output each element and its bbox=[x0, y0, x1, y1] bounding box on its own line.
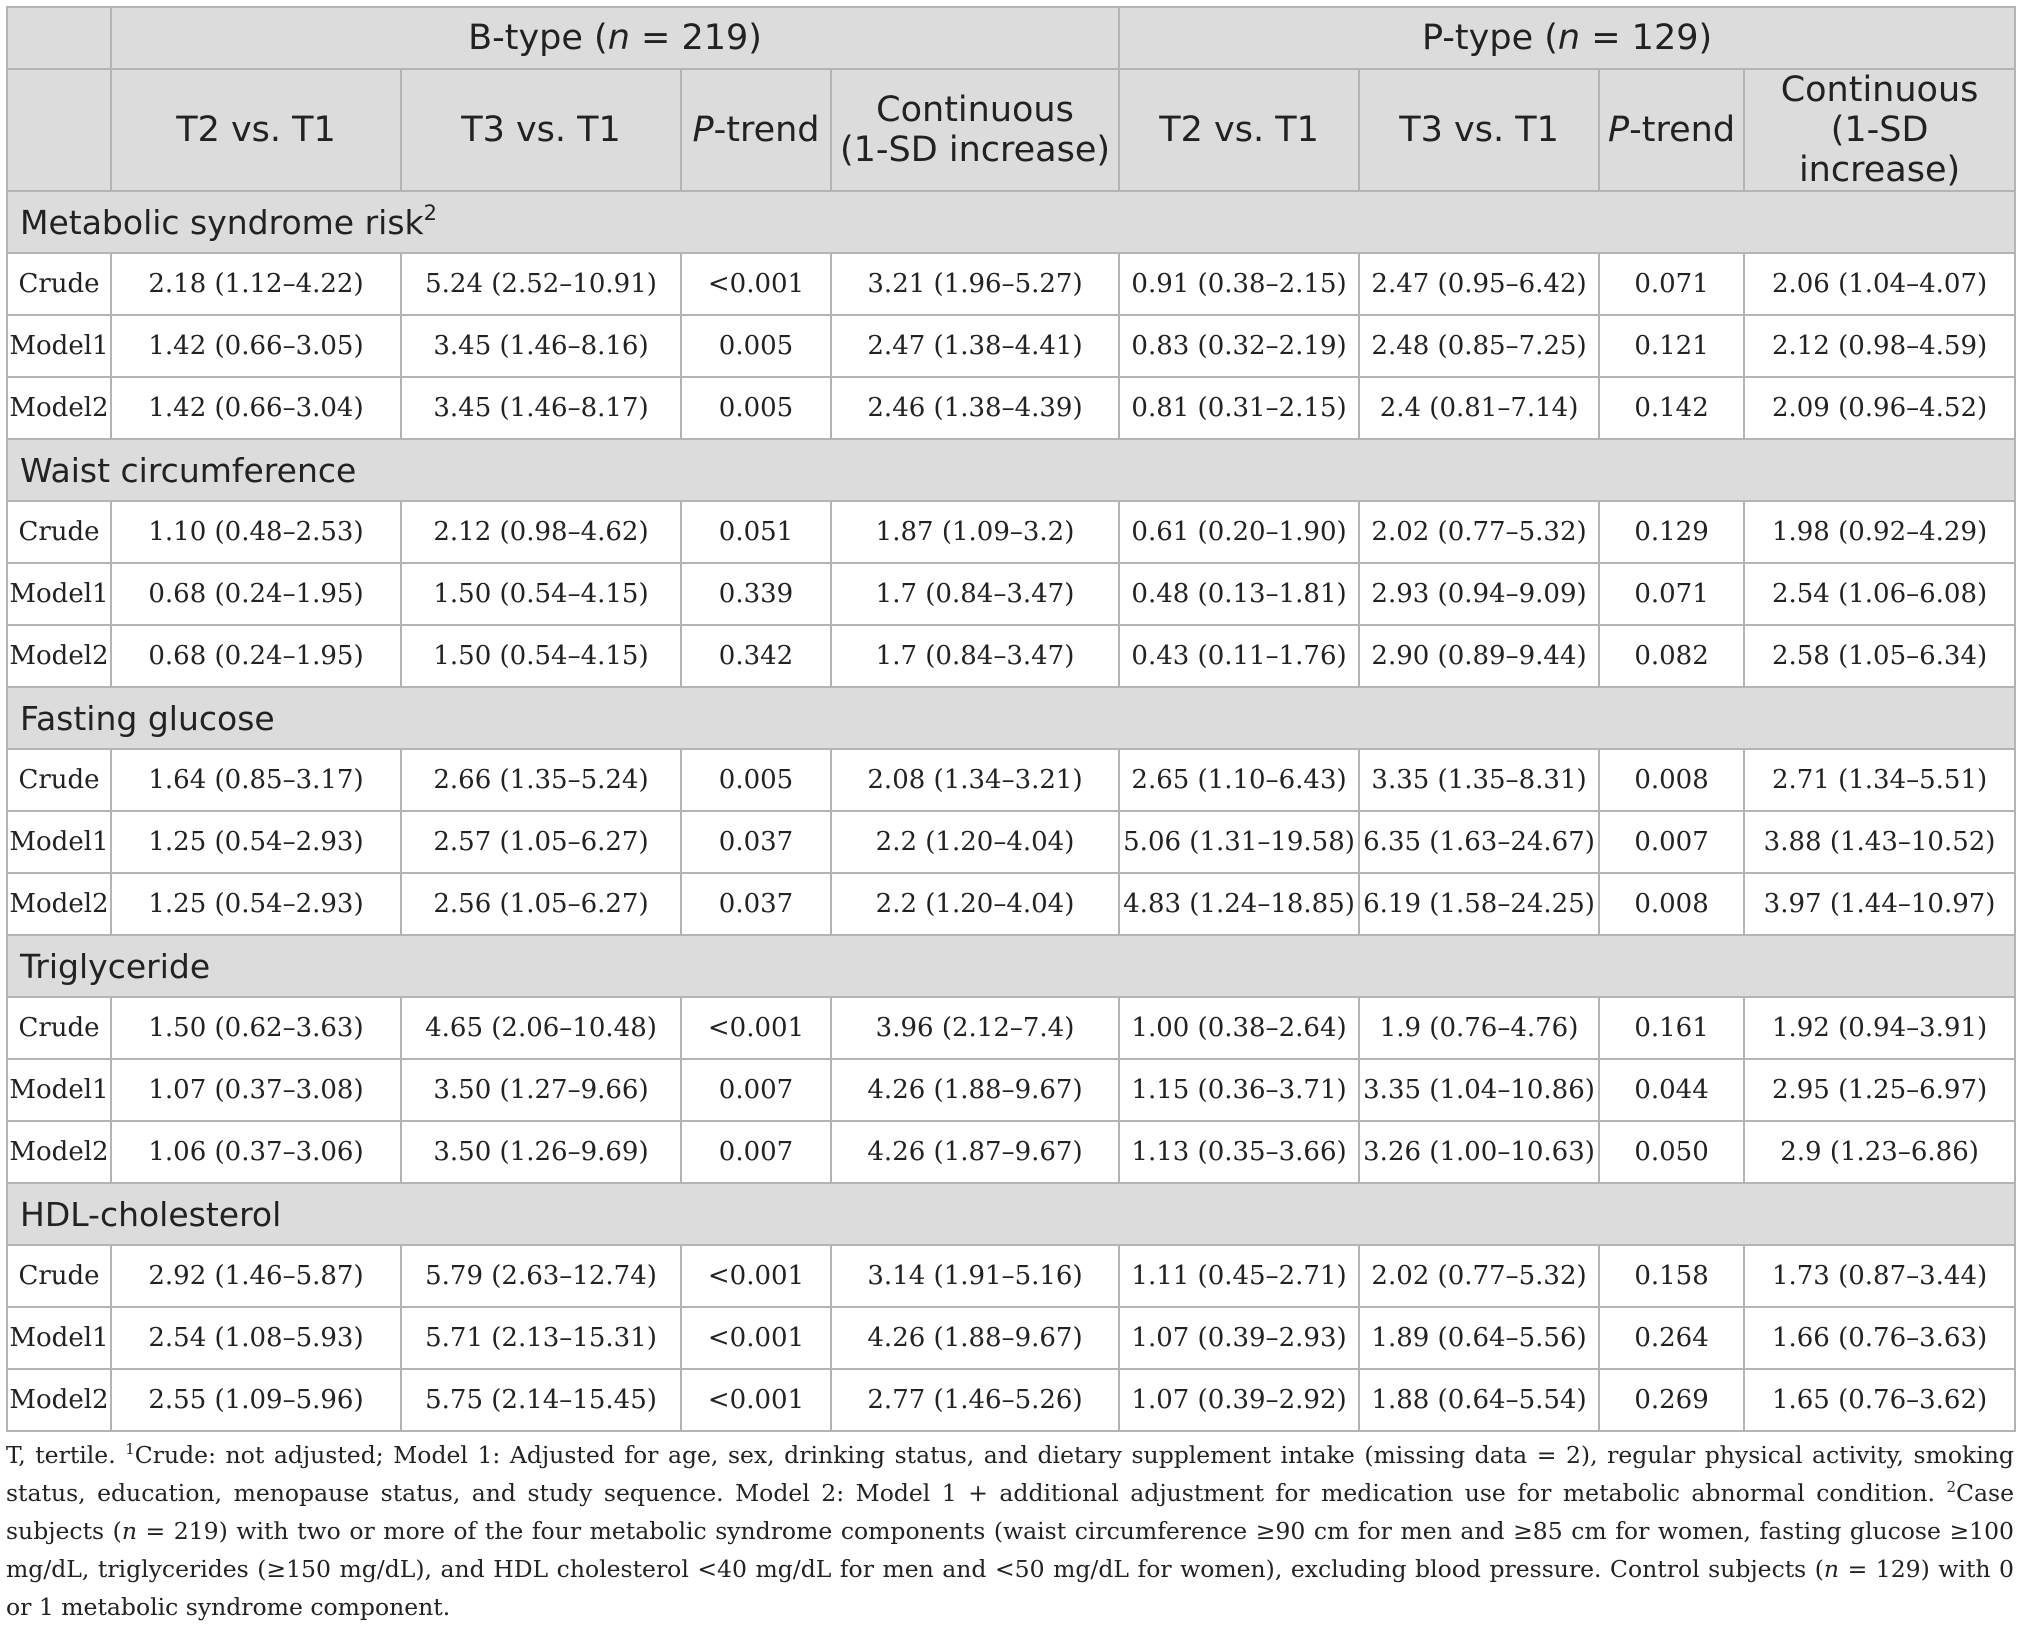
cell-b-t3: 3.50 (1.27–9.66) bbox=[401, 1059, 681, 1121]
row-label: Model2 bbox=[7, 873, 111, 935]
row-label: Model1 bbox=[7, 1059, 111, 1121]
cell-p-ptrend: 0.082 bbox=[1599, 625, 1744, 687]
cell-p-t3: 6.19 (1.58–24.25) bbox=[1359, 873, 1599, 935]
cell-b-t2: 1.25 (0.54–2.93) bbox=[111, 873, 401, 935]
table-row bbox=[7, 997, 2015, 1059]
table-row bbox=[7, 1369, 2015, 1431]
cell-b-t2: 1.42 (0.66–3.04) bbox=[111, 377, 401, 439]
column-header-b-t3: T3 vs. T1 bbox=[401, 69, 681, 191]
cell-p-ptrend: 0.161 bbox=[1599, 997, 1744, 1059]
cell-b-ptrend: <0.001 bbox=[681, 1245, 831, 1307]
cell-b-t2: 2.18 (1.12–4.22) bbox=[111, 253, 401, 315]
cell-b-t2: 1.10 (0.48–2.53) bbox=[111, 501, 401, 563]
cell-p-ptrend: 0.008 bbox=[1599, 873, 1744, 935]
table-row bbox=[7, 1059, 2015, 1121]
cell-p-ptrend: 0.008 bbox=[1599, 749, 1744, 811]
table-row bbox=[7, 377, 2015, 439]
cell-b-t3: 5.71 (2.13–15.31) bbox=[401, 1307, 681, 1369]
cell-b-t3: 1.50 (0.54–4.15) bbox=[401, 563, 681, 625]
cell-p-ptrend: 0.007 bbox=[1599, 811, 1744, 873]
cell-b-continuous: 1.7 (0.84–3.47) bbox=[831, 625, 1119, 687]
cell-p-t2: 4.83 (1.24–18.85) bbox=[1119, 873, 1359, 935]
cell-b-t3: 4.65 (2.06–10.48) bbox=[401, 997, 681, 1059]
row-label: Model1 bbox=[7, 563, 111, 625]
cell-b-t2: 0.68 (0.24–1.95) bbox=[111, 625, 401, 687]
cell-b-t2: 2.55 (1.09–5.96) bbox=[111, 1369, 401, 1431]
results-table bbox=[6, 6, 2016, 1432]
cell-p-t2: 0.81 (0.31–2.15) bbox=[1119, 377, 1359, 439]
cell-p-t2: 1.11 (0.45–2.71) bbox=[1119, 1245, 1359, 1307]
cell-b-t2: 1.50 (0.62–3.63) bbox=[111, 997, 401, 1059]
cell-p-continuous: 1.92 (0.94–3.91) bbox=[1744, 997, 2015, 1059]
section-title-footnote-mark: 2 bbox=[423, 200, 438, 225]
section-header-row bbox=[7, 191, 2015, 253]
cell-b-t3: 5.24 (2.52–10.91) bbox=[401, 253, 681, 315]
cell-b-ptrend: 0.342 bbox=[681, 625, 831, 687]
cell-b-ptrend: 0.051 bbox=[681, 501, 831, 563]
cell-p-t3: 3.26 (1.00–10.63) bbox=[1359, 1121, 1599, 1183]
row-label: Crude bbox=[7, 1245, 111, 1307]
cell-p-t2: 5.06 (1.31–19.58) bbox=[1119, 811, 1359, 873]
cell-p-continuous: 1.73 (0.87–3.44) bbox=[1744, 1245, 2015, 1307]
section-title-text: Metabolic syndrome risk bbox=[20, 202, 424, 242]
table-row bbox=[7, 253, 2015, 315]
cell-b-continuous: 3.21 (1.96–5.27) bbox=[831, 253, 1119, 315]
cell-b-t2: 1.07 (0.37–3.08) bbox=[111, 1059, 401, 1121]
cell-b-t2: 2.54 (1.08–5.93) bbox=[111, 1307, 401, 1369]
cell-p-t3: 3.35 (1.04–10.86) bbox=[1359, 1059, 1599, 1121]
cell-b-ptrend: 0.339 bbox=[681, 563, 831, 625]
column-header-p-ptrend: P-trend bbox=[1599, 69, 1744, 191]
row-label: Model1 bbox=[7, 315, 111, 377]
row-label: Model1 bbox=[7, 1307, 111, 1369]
row-label: Crude bbox=[7, 253, 111, 315]
cell-p-t2: 0.61 (0.20–1.90) bbox=[1119, 501, 1359, 563]
cell-p-continuous: 2.71 (1.34–5.51) bbox=[1744, 749, 2015, 811]
row-label: Crude bbox=[7, 749, 111, 811]
section-header-row bbox=[7, 935, 2015, 997]
cell-p-t2: 1.07 (0.39–2.92) bbox=[1119, 1369, 1359, 1431]
cell-b-continuous: 4.26 (1.88–9.67) bbox=[831, 1059, 1119, 1121]
section-title-text: Triglyceride bbox=[20, 946, 211, 986]
table-row bbox=[7, 563, 2015, 625]
column-header-b-ptrend: P-trend bbox=[681, 69, 831, 191]
cell-b-t3: 3.45 (1.46–8.16) bbox=[401, 315, 681, 377]
section-title-text: Waist circumference bbox=[20, 450, 357, 490]
row-label: Crude bbox=[7, 997, 111, 1059]
cell-b-ptrend: 0.007 bbox=[681, 1059, 831, 1121]
cell-b-t2: 2.92 (1.46–5.87) bbox=[111, 1245, 401, 1307]
cell-p-continuous: 1.98 (0.92–4.29) bbox=[1744, 501, 2015, 563]
cell-p-t3: 6.35 (1.63–24.67) bbox=[1359, 811, 1599, 873]
cell-b-continuous: 1.7 (0.84–3.47) bbox=[831, 563, 1119, 625]
cell-p-continuous: 2.06 (1.04–4.07) bbox=[1744, 253, 2015, 315]
cell-p-t3: 1.88 (0.64–5.54) bbox=[1359, 1369, 1599, 1431]
cell-b-t2: 0.68 (0.24–1.95) bbox=[111, 563, 401, 625]
cell-p-ptrend: 0.121 bbox=[1599, 315, 1744, 377]
row-label: Model2 bbox=[7, 1121, 111, 1183]
table-row bbox=[7, 501, 2015, 563]
cell-b-ptrend: <0.001 bbox=[681, 253, 831, 315]
section-title bbox=[7, 1183, 2015, 1245]
cell-p-continuous: 1.66 (0.76–3.63) bbox=[1744, 1307, 2015, 1369]
row-label: Model2 bbox=[7, 625, 111, 687]
section-title-text: HDL-cholesterol bbox=[20, 1194, 282, 1234]
cell-b-t3: 2.66 (1.35–5.24) bbox=[401, 749, 681, 811]
cell-b-ptrend: 0.037 bbox=[681, 811, 831, 873]
cell-p-continuous: 3.88 (1.43–10.52) bbox=[1744, 811, 2015, 873]
cell-p-t2: 1.07 (0.39–2.93) bbox=[1119, 1307, 1359, 1369]
cell-p-continuous: 2.12 (0.98–4.59) bbox=[1744, 315, 2015, 377]
cell-b-ptrend: 0.037 bbox=[681, 873, 831, 935]
group-header-row bbox=[7, 7, 2015, 69]
cell-b-continuous: 3.14 (1.91–5.16) bbox=[831, 1245, 1119, 1307]
cell-b-ptrend: 0.005 bbox=[681, 377, 831, 439]
section-header-row bbox=[7, 439, 2015, 501]
cell-p-t3: 3.35 (1.35–8.31) bbox=[1359, 749, 1599, 811]
cell-b-ptrend: 0.005 bbox=[681, 749, 831, 811]
table-row bbox=[7, 873, 2015, 935]
column-header-p-continuous: Continuous (1-SD increase) bbox=[1744, 69, 2015, 191]
cell-b-continuous: 1.87 (1.09–3.2) bbox=[831, 501, 1119, 563]
cell-b-t2: 1.25 (0.54–2.93) bbox=[111, 811, 401, 873]
cell-b-t3: 5.79 (2.63–12.74) bbox=[401, 1245, 681, 1307]
cell-b-continuous: 2.46 (1.38–4.39) bbox=[831, 377, 1119, 439]
row-label: Model2 bbox=[7, 1369, 111, 1431]
column-header-b-t2: T2 vs. T1 bbox=[111, 69, 401, 191]
cell-p-ptrend: 0.071 bbox=[1599, 563, 1744, 625]
section-title bbox=[7, 191, 2015, 253]
cell-b-t2: 1.64 (0.85–3.17) bbox=[111, 749, 401, 811]
cell-p-t2: 0.83 (0.32–2.19) bbox=[1119, 315, 1359, 377]
cell-p-continuous: 2.95 (1.25–6.97) bbox=[1744, 1059, 2015, 1121]
column-header-p-t3: T3 vs. T1 bbox=[1359, 69, 1599, 191]
row-label: Crude bbox=[7, 501, 111, 563]
cell-p-t2: 0.48 (0.13–1.81) bbox=[1119, 563, 1359, 625]
cell-b-t3: 3.50 (1.26–9.69) bbox=[401, 1121, 681, 1183]
table-row bbox=[7, 1307, 2015, 1369]
table-row bbox=[7, 1245, 2015, 1307]
cell-p-continuous: 2.09 (0.96–4.52) bbox=[1744, 377, 2015, 439]
section-title-text: Fasting glucose bbox=[20, 698, 275, 738]
table-footnote: T, tertile. $^1$Crude: not adjusted; Model 1: Adjusted for age, sex, drinking status, and dietary supplement intake (missing data = 2), regular physical activity, smoking status, education, menopause status, and study sequence. Model 2: Model 1 + additional adjustment for medication use for metabolic abnormal condition. $^2$Case subjects (n = 219) with two or more of the four metabolic syndrome components (waist circumference ≥90 cm for men and ≥85 cm for women, fasting glucose ≥100 mg/dL, triglycerides (≥150 mg/dL), and HDL cholesterol <40 mg/dL for men and <50 mg/dL for women), excluding blood pressure. Control subjects (n = 129) with 0 or 1 metabolic syndrome component. bbox=[6, 1440, 2014, 1621]
cell-b-continuous: 2.47 (1.38–4.41) bbox=[831, 315, 1119, 377]
cell-p-t3: 2.93 (0.94–9.09) bbox=[1359, 563, 1599, 625]
cell-p-ptrend: 0.158 bbox=[1599, 1245, 1744, 1307]
table-row bbox=[7, 811, 2015, 873]
cell-b-t3: 3.45 (1.46–8.17) bbox=[401, 377, 681, 439]
cell-b-continuous: 4.26 (1.88–9.67) bbox=[831, 1307, 1119, 1369]
section-title bbox=[7, 687, 2015, 749]
cell-p-t3: 2.47 (0.95–6.42) bbox=[1359, 253, 1599, 315]
section-header-row bbox=[7, 1183, 2015, 1245]
cell-p-continuous: 3.97 (1.44–10.97) bbox=[1744, 873, 2015, 935]
table-row bbox=[7, 625, 2015, 687]
table-body bbox=[7, 191, 2015, 1431]
cell-p-t2: 0.43 (0.11–1.76) bbox=[1119, 625, 1359, 687]
cell-b-t3: 2.12 (0.98–4.62) bbox=[401, 501, 681, 563]
cell-b-t2: 1.42 (0.66–3.05) bbox=[111, 315, 401, 377]
column-header-row bbox=[7, 69, 2015, 191]
corner-cell bbox=[7, 7, 111, 69]
cell-p-continuous: 1.65 (0.76–3.62) bbox=[1744, 1369, 2015, 1431]
cell-p-t3: 2.02 (0.77–5.32) bbox=[1359, 501, 1599, 563]
cell-p-ptrend: 0.142 bbox=[1599, 377, 1744, 439]
table-row bbox=[7, 315, 2015, 377]
cell-p-t2: 1.13 (0.35–3.66) bbox=[1119, 1121, 1359, 1183]
cell-p-ptrend: 0.264 bbox=[1599, 1307, 1744, 1369]
section-title bbox=[7, 935, 2015, 997]
row-label-header bbox=[7, 69, 111, 191]
cell-p-t3: 1.9 (0.76–4.76) bbox=[1359, 997, 1599, 1059]
row-label: Model1 bbox=[7, 811, 111, 873]
cell-b-continuous: 4.26 (1.87–9.67) bbox=[831, 1121, 1119, 1183]
cell-b-ptrend: 0.007 bbox=[681, 1121, 831, 1183]
cell-b-t3: 2.57 (1.05–6.27) bbox=[401, 811, 681, 873]
cell-p-t3: 1.89 (0.64–5.56) bbox=[1359, 1307, 1599, 1369]
group-header-b-type: B-type (n = 219) bbox=[111, 7, 1119, 69]
cell-p-t3: 2.48 (0.85–7.25) bbox=[1359, 315, 1599, 377]
cell-p-ptrend: 0.071 bbox=[1599, 253, 1744, 315]
cell-p-continuous: 2.58 (1.05–6.34) bbox=[1744, 625, 2015, 687]
cell-p-t2: 1.00 (0.38–2.64) bbox=[1119, 997, 1359, 1059]
table-row bbox=[7, 749, 2015, 811]
cell-p-ptrend: 0.129 bbox=[1599, 501, 1744, 563]
column-header-b-continuous: Continuous (1-SD increase) bbox=[831, 69, 1119, 191]
cell-p-t2: 0.91 (0.38–2.15) bbox=[1119, 253, 1359, 315]
cell-p-ptrend: 0.044 bbox=[1599, 1059, 1744, 1121]
section-header-row bbox=[7, 687, 2015, 749]
cell-b-ptrend: 0.005 bbox=[681, 315, 831, 377]
cell-p-t2: 1.15 (0.36–3.71) bbox=[1119, 1059, 1359, 1121]
cell-p-t2: 2.65 (1.10–6.43) bbox=[1119, 749, 1359, 811]
section-title bbox=[7, 439, 2015, 501]
table-row bbox=[7, 1121, 2015, 1183]
cell-b-t2: 1.06 (0.37–3.06) bbox=[111, 1121, 401, 1183]
cell-b-t3: 2.56 (1.05–6.27) bbox=[401, 873, 681, 935]
cell-p-continuous: 2.9 (1.23–6.86) bbox=[1744, 1121, 2015, 1183]
cell-b-ptrend: <0.001 bbox=[681, 997, 831, 1059]
results-table-container bbox=[6, 6, 2014, 1432]
cell-p-t3: 2.02 (0.77–5.32) bbox=[1359, 1245, 1599, 1307]
cell-b-continuous: 3.96 (2.12–7.4) bbox=[831, 997, 1119, 1059]
row-label: Model2 bbox=[7, 377, 111, 439]
cell-p-continuous: 2.54 (1.06–6.08) bbox=[1744, 563, 2015, 625]
group-header-p-type: P-type (n = 129) bbox=[1119, 7, 2015, 69]
cell-b-t3: 5.75 (2.14–15.45) bbox=[401, 1369, 681, 1431]
cell-b-continuous: 2.2 (1.20–4.04) bbox=[831, 811, 1119, 873]
cell-b-continuous: 2.08 (1.34–3.21) bbox=[831, 749, 1119, 811]
cell-b-continuous: 2.77 (1.46–5.26) bbox=[831, 1369, 1119, 1431]
cell-p-ptrend: 0.269 bbox=[1599, 1369, 1744, 1431]
cell-b-ptrend: <0.001 bbox=[681, 1307, 831, 1369]
cell-p-t3: 2.4 (0.81–7.14) bbox=[1359, 377, 1599, 439]
cell-b-ptrend: <0.001 bbox=[681, 1369, 831, 1431]
cell-b-t3: 1.50 (0.54–4.15) bbox=[401, 625, 681, 687]
cell-p-t3: 2.90 (0.89–9.44) bbox=[1359, 625, 1599, 687]
cell-p-ptrend: 0.050 bbox=[1599, 1121, 1744, 1183]
column-header-p-t2: T2 vs. T1 bbox=[1119, 69, 1359, 191]
cell-b-continuous: 2.2 (1.20–4.04) bbox=[831, 873, 1119, 935]
